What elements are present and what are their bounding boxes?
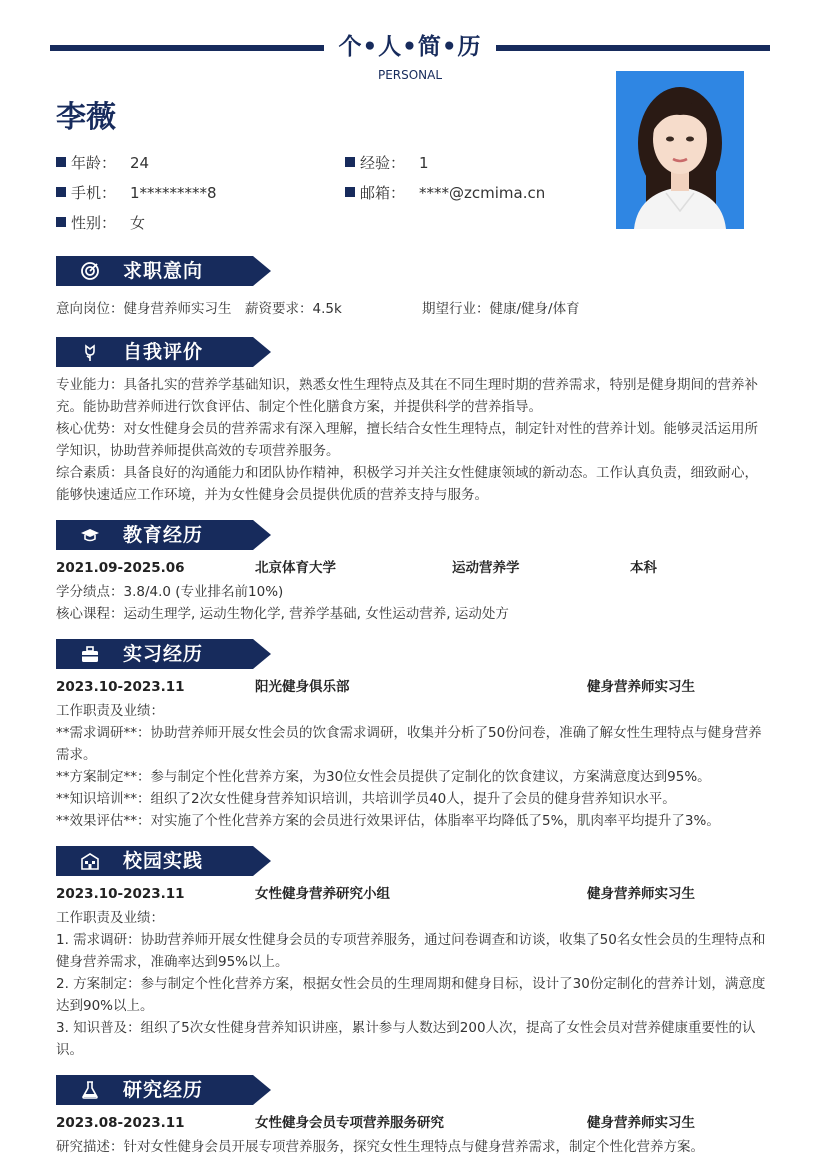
bullet-square-icon <box>56 187 66 197</box>
candidate-name: 李薇 <box>56 100 116 135</box>
self-eval-item: 核心优势：对女性健身会员的营养需求有深入理解，擅长结合女性生理特点，制定针对性的营养计划。能够灵活运用所学知识，协助营养师提供高效的专项营养服务。 <box>56 421 758 459</box>
section-header-campus: 校园实践 <box>56 846 271 876</box>
intent-industry: 期望行业：健康/健身/体育 <box>422 301 580 317</box>
self-eval-paragraph <box>56 374 766 506</box>
campus-period: 2023.10-2023.11 <box>56 886 185 902</box>
section-header-education: 教育经历 <box>56 520 271 550</box>
phone-field: 手机： 1*********8 <box>56 183 217 203</box>
self-eval-item: 专业能力：具备扎实的营养学基础知识，熟悉女性生理特点及其在不同生理时期的营养需求，特别是健身期间的营养补充。能协助营养师进行饮食评估、制定个性化膳食方案，并提供科学的营养指导。 <box>56 377 758 415</box>
intern-org: 阳光健身俱乐部 <box>255 679 350 695</box>
edu-gpa: 学分绩点：3.8/4.0 (专业排名前10%) <box>56 584 284 600</box>
intent-salary: 薪资要求：4.5k <box>245 301 342 317</box>
edu-degree: 本科 <box>630 560 657 576</box>
experience-field: 经验： 1 <box>345 153 429 173</box>
campus-org: 女性健身营养研究小组 <box>255 886 390 902</box>
rose-icon <box>80 342 100 362</box>
page-title: 个•人•简•历 <box>0 30 820 64</box>
graduation-cap-icon <box>80 525 100 545</box>
edu-school: 北京体育大学 <box>255 560 336 576</box>
campus-item: 1. 需求调研：协助营养师开展女性健身会员的专项营养服务，通过问卷调查和访谈，收集了50名女性会员的生理特点和健身营养需求，准确率达到95%以上。 <box>56 932 766 970</box>
gender-field: 性别： 女 <box>56 213 145 233</box>
edu-major: 运动营养学 <box>452 560 520 576</box>
self-eval-item: 综合素质：具备良好的沟通能力和团队协作精神，积极学习并关注女性健康领域的新动态。工作认真负责，细致耐心，能够快速适应工作环境，并为女性健身会员提供优质的营养支持与服务。 <box>56 465 758 503</box>
age-field: 年龄： 24 <box>56 153 149 173</box>
edu-period: 2021.09-2025.06 <box>56 560 185 576</box>
page-subtitle: PERSONAL <box>377 68 443 82</box>
building-icon <box>80 851 100 871</box>
intern-item: **知识培训**：组织了2次女性健身营养知识培训，共培训学员40人，提升了会员的健身营养知识水平。 <box>56 791 676 807</box>
section-header-research: 研究经历 <box>56 1075 271 1105</box>
section-header-self-evaluation: 自我评价 <box>56 337 271 367</box>
edu-courses: 核心课程：运动生理学, 运动生物化学, 营养学基础, 女性运动营养, 运动处方 <box>56 606 509 622</box>
intern-role: 健身营养师实习生 <box>587 679 695 695</box>
profile-photo <box>616 71 744 229</box>
intern-item: **方案制定**：参与制定个性化营养方案，为30位女性会员提供了定制化的饮食建议，方案满意度达到95%。 <box>56 769 711 785</box>
intern-item: **效果评估**：对实施了个性化营养方案的会员进行效果评估，体脂率平均降低了5%，肌肉率平均提升了3%。 <box>56 813 720 829</box>
section-header-job-intent: 求职意向 <box>56 256 271 286</box>
campus-intro: 工作职责及业绩： <box>56 910 164 926</box>
campus-item: 2. 方案制定：参与制定个性化营养方案，根据女性会员的生理周期和健身目标，设计了30份定制化的营养计划，满意度达到90%以上。 <box>56 976 766 1014</box>
research-role: 健身营养师实习生 <box>587 1115 695 1131</box>
target-icon <box>80 261 100 281</box>
research-description: 研究描述：针对女性健身会员开展专项营养服务，探究女性生理特点与健身营养需求，制定个性化营养方案。 <box>56 1139 704 1155</box>
research-period: 2023.08-2023.11 <box>56 1115 185 1131</box>
email-field: 邮箱： ****@zcmima.cn <box>345 183 545 203</box>
bullet-square-icon <box>56 217 66 227</box>
bullet-square-icon <box>56 157 66 167</box>
bullet-square-icon <box>345 157 355 167</box>
briefcase-icon <box>80 644 100 664</box>
campus-item: 3. 知识普及：组织了5次女性健身营养知识讲座，累计参与人数达到200人次，提高了女性会员对营养健康重要性的认识。 <box>56 1020 756 1058</box>
bullet-square-icon <box>345 187 355 197</box>
intern-details <box>56 700 766 832</box>
section-header-internship: 实习经历 <box>56 639 271 669</box>
intent-position: 意向岗位：健身营养师实习生 <box>56 301 232 317</box>
intern-period: 2023.10-2023.11 <box>56 679 185 695</box>
flask-icon <box>80 1080 100 1100</box>
research-topic: 女性健身会员专项营养服务研究 <box>255 1115 444 1131</box>
intern-intro: 工作职责及业绩： <box>56 703 164 719</box>
campus-role: 健身营养师实习生 <box>587 886 695 902</box>
intern-item: **需求调研**：协助营养师开展女性会员的饮食需求调研，收集并分析了50份问卷，准确了解女性生理特点与健身营养需求。 <box>56 725 762 763</box>
campus-details <box>56 907 766 1061</box>
